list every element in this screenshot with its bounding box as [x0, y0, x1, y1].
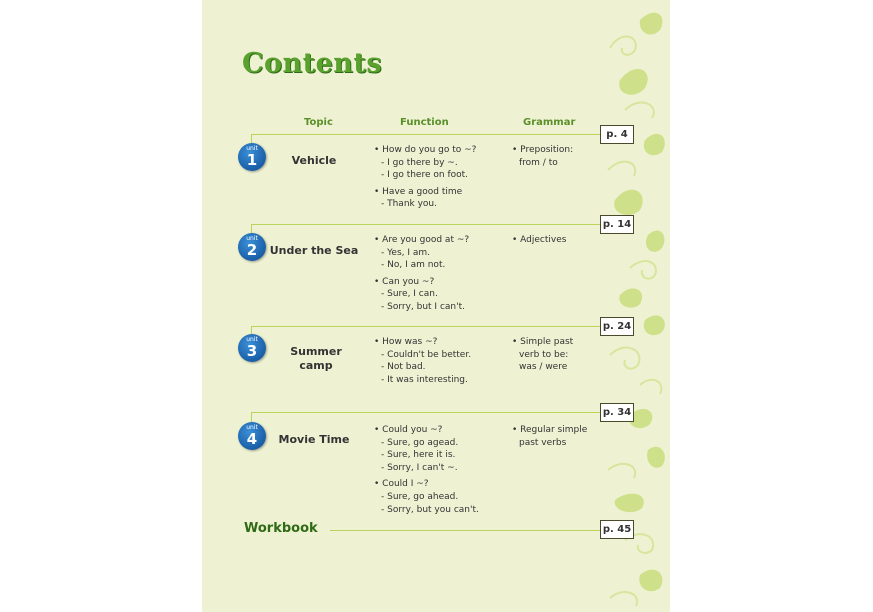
divider-line	[251, 326, 600, 327]
leaf-icon	[640, 13, 663, 35]
divider-line	[251, 134, 600, 135]
grammar-line: • Adjectives	[512, 235, 567, 245]
function-sub: - Thank you.	[381, 199, 437, 210]
function-bullet: • Could you ~?	[374, 425, 443, 435]
unit-functions	[374, 336, 514, 390]
unit-topic	[264, 345, 368, 373]
unit-badge	[238, 422, 266, 450]
page-title: Contents	[242, 48, 383, 79]
function-sub: - Yes, I am.	[381, 247, 431, 258]
function-sub: - Sure, go agead.	[381, 437, 459, 448]
workbook-label: Workbook	[244, 521, 318, 536]
function-bullet: • Could I ~?	[374, 479, 429, 490]
unit-grammar	[512, 144, 602, 169]
grammar-line: • Simple past	[512, 337, 574, 347]
unit-topic: Under the Sea	[269, 244, 359, 257]
grammar-line: was / were	[519, 362, 568, 373]
column-header-grammar: Grammar	[523, 117, 576, 128]
grammar-line: • Regular simple	[512, 425, 588, 435]
function-sub: - Sure, go ahead.	[381, 491, 459, 502]
unit-number: 1	[246, 151, 258, 169]
unit-grammar	[512, 234, 602, 247]
unit-functions	[374, 144, 514, 215]
unit-grammar	[512, 336, 602, 374]
divider-line	[251, 412, 600, 413]
function-bullet: • How was ~?	[374, 337, 438, 347]
unit-topic-text: Summer camp	[290, 345, 342, 372]
function-sub: - Sorry, but you can't.	[381, 504, 479, 515]
leaf-icon	[644, 134, 665, 156]
unit-label: unit	[246, 235, 258, 242]
grammar-line: • Preposition:	[512, 145, 574, 155]
unit-label: unit	[246, 424, 258, 431]
function-bullet: • Have a good time	[374, 186, 463, 197]
leaf-icon	[639, 570, 662, 592]
unit-topic: Movie Time	[278, 433, 350, 446]
page-number-box: p. 24	[600, 317, 634, 336]
page-number-box: p. 14	[600, 215, 634, 234]
leaf-icon	[646, 230, 665, 251]
unit-grammar	[512, 424, 602, 449]
function-sub: - No, I am not.	[381, 260, 446, 271]
function-sub: - Not bad.	[381, 362, 426, 373]
grammar-line: verb to be:	[519, 349, 569, 360]
unit-functions	[374, 234, 514, 318]
function-bullet: • Can you ~?	[374, 276, 435, 287]
unit-label: unit	[246, 336, 258, 343]
function-sub: - Sorry, but I can't.	[381, 301, 465, 312]
unit-topic: Vehicle	[291, 154, 337, 167]
contents-page	[202, 0, 670, 612]
grammar-line: from / to	[519, 157, 558, 168]
function-sub: - I go there on foot.	[381, 170, 469, 181]
leaf-icon	[619, 69, 647, 95]
page-number-box: p. 34	[600, 403, 634, 422]
function-sub: - Couldn't be better.	[381, 349, 472, 360]
function-sub: - I go there by ~.	[381, 157, 458, 168]
function-sub: - Sure, I can.	[381, 289, 438, 300]
column-header-function: Function	[400, 117, 449, 128]
unit-badge	[238, 334, 266, 362]
grammar-line: past verbs	[519, 437, 567, 448]
divider-line	[330, 530, 600, 531]
function-bullet: • How do you go to ~?	[374, 145, 477, 155]
function-sub: - Sure, here it is.	[381, 450, 456, 461]
divider-line	[251, 224, 600, 225]
function-bullet: • Are you good at ~?	[374, 235, 470, 245]
unit-number: 3	[246, 342, 258, 360]
leaf-icon	[615, 494, 644, 513]
unit-number: 4	[246, 430, 258, 448]
divider-line	[251, 412, 252, 422]
unit-functions	[374, 424, 514, 520]
column-header-topic: Topic	[304, 117, 333, 128]
leaf-icon	[619, 288, 642, 307]
leaf-icon	[644, 315, 665, 335]
unit-badge	[238, 143, 266, 171]
leaf-icon	[647, 447, 665, 468]
unit-badge	[238, 233, 266, 261]
leaf-icon	[614, 190, 642, 215]
function-sub: - It was interesting.	[381, 374, 468, 385]
function-sub: - Sorry, I can't ~.	[381, 462, 458, 473]
unit-label: unit	[246, 145, 258, 152]
divider-line	[251, 326, 252, 334]
unit-number: 2	[246, 241, 258, 259]
page-number-box: p. 4	[600, 125, 634, 144]
page-number-box: p. 45	[600, 520, 634, 539]
